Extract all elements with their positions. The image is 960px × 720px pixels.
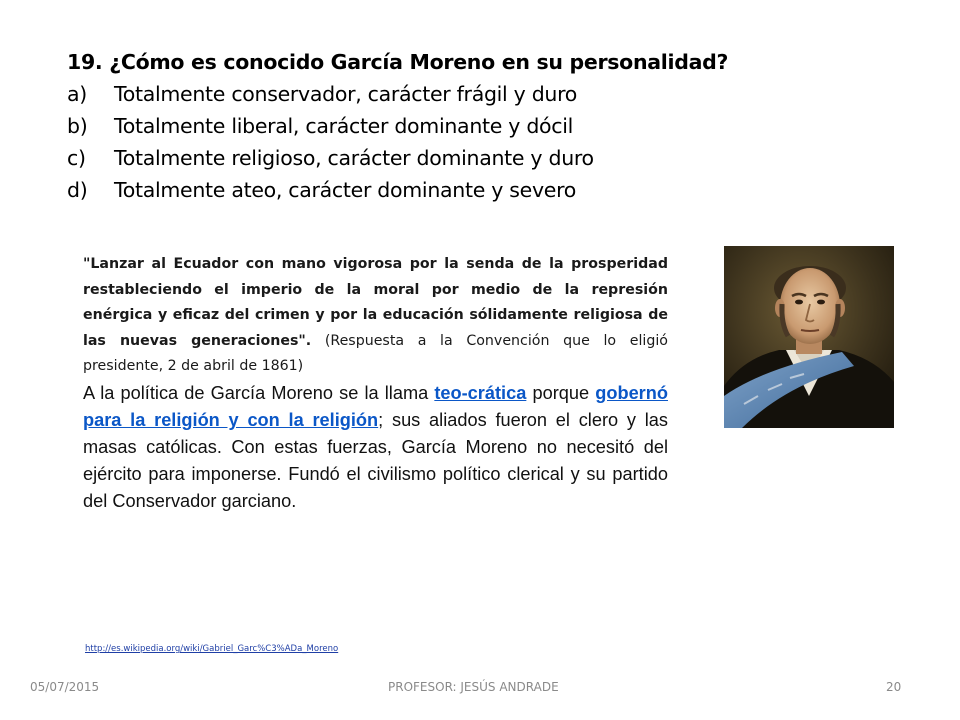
option-text: Totalmente religioso, carácter dominante y duro: [114, 146, 594, 170]
option-d: [67, 174, 927, 206]
quote-paragraph: [83, 252, 668, 380]
quote-source: (Respuesta a la Convención que lo eligió presidente, 2 de abril de 1861): [83, 332, 668, 374]
option-c: [67, 142, 927, 174]
option-letter: b): [67, 114, 88, 138]
quote-text: "Lanzar al Ecuador con mano vigorosa por la senda de la prosperidad restableciendo el imperio de la moral por medio de la represión enérgica y eficaz del crimen y por la educación sólidamente religiosa de las nuevas generaciones".: [83, 256, 668, 349]
option-letter: d): [67, 178, 88, 202]
politics-text-3: ; sus aliados fueron el clero y las masas católicas. Con estas fuerzas, García Moreno no necesitó del ejército para imponerse. Fundó el civilismo político clerical y su partido del Conservador garciano.: [83, 410, 668, 511]
question-title: 19. ¿Cómo es conocido García Moreno en su personalidad?: [67, 50, 729, 74]
option-text: Totalmente liberal, carácter dominante y dócil: [114, 114, 574, 138]
religion-link[interactable]: gobernó para la religión y con la religión: [83, 383, 668, 430]
source-link[interactable]: http://es.wikipedia.org/wiki/Gabriel_Garc%C3%ADa_Moreno: [85, 644, 339, 654]
politics-text-2: porque: [526, 383, 596, 403]
question-block: [67, 46, 927, 206]
footer-author: PROFESOR: JESÚS ANDRADE: [388, 680, 559, 694]
option-a: [67, 78, 927, 110]
politics-paragraph: [83, 380, 668, 515]
option-b: [67, 110, 927, 142]
footer-date: 05/07/2015: [30, 680, 100, 694]
option-text: Totalmente conservador, carácter frágil y duro: [114, 82, 578, 106]
option-text: Totalmente ateo, carácter dominante y severo: [114, 178, 577, 202]
footer-page-number: 20: [886, 680, 902, 694]
option-letter: c): [67, 146, 86, 170]
portrait-image: [724, 246, 894, 428]
politics-text-1: A la política de García Moreno se la llama: [83, 383, 435, 403]
option-letter: a): [67, 82, 87, 106]
teocratica-link[interactable]: teo-crática: [434, 383, 527, 403]
